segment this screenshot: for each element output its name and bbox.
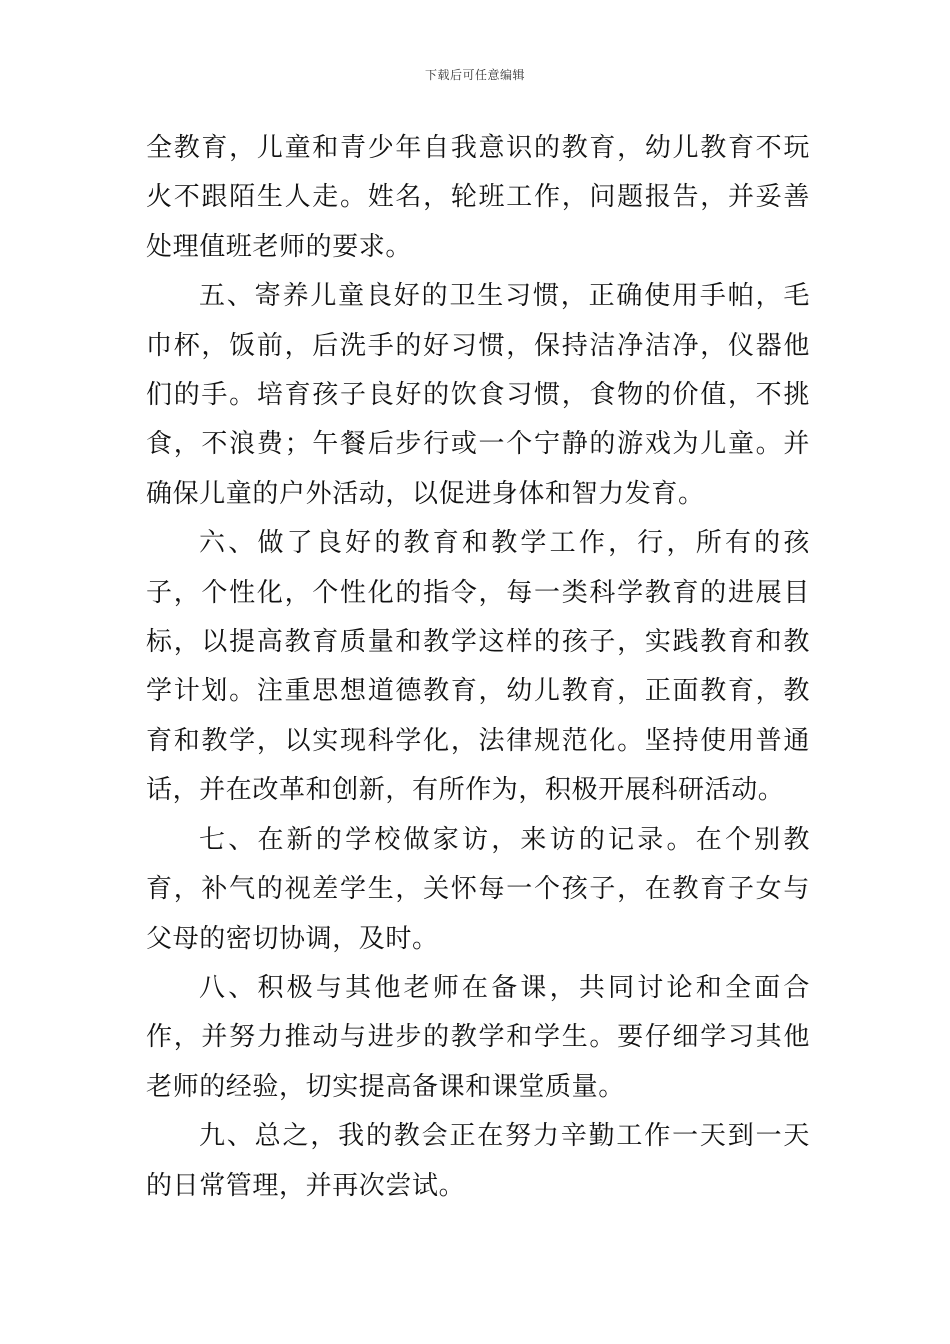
paragraph-8: 八、积极与其他老师在备课，共同讨论和全面合作，并努力推动与进步的教学和学生。要仔细学习其他老师的经验，切实提高备课和课堂质量。: [146, 972, 810, 1102]
paragraph-6: 六、做了良好的教育和教学工作，行，所有的孩子，个性化，个性化的指令，每一类科学教育的进展目标，以提高教育质量和教学这样的孩子，实践教育和教学计划。注重思想道德教育，幼儿教育，正面教育，教育和教学，以实现科学化，法律规范化。坚持使用普通话，并在改革和创新，有所作为，积极开展科研活动。: [146, 528, 810, 806]
document-body: [146, 124, 810, 1211]
paragraph-7: 七、在新的学校做家访，来访的记录。在个别教育，补气的视差学生，关怀每一个孩子，在教育子女与父母的密切协调，及时。: [146, 824, 810, 954]
paragraph-5: 五、寄养儿童良好的卫生习惯，正确使用手帕，毛巾杯，饭前，后洗手的好习惯，保持洁净洁净，仪器他们的手。培育孩子良好的饮食习惯，食物的价值，不挑食，不浪费；午餐后步行或一个宁静的游戏为儿童。并确保儿童的户外活动，以促进身体和智力发育。: [146, 281, 810, 509]
paragraph-9: 九、总之，我的教会正在努力辛勤工作一天到一天的日常管理，并再次尝试。: [146, 1121, 810, 1201]
paragraph-continuation: 全教育，儿童和青少年自我意识的教育，幼儿教育不玩火不跟陌生人走。姓名，轮班工作，问题报告，并妥善处理值班老师的要求。: [146, 133, 810, 262]
header-note: 下载后可任意编辑: [424, 68, 525, 82]
